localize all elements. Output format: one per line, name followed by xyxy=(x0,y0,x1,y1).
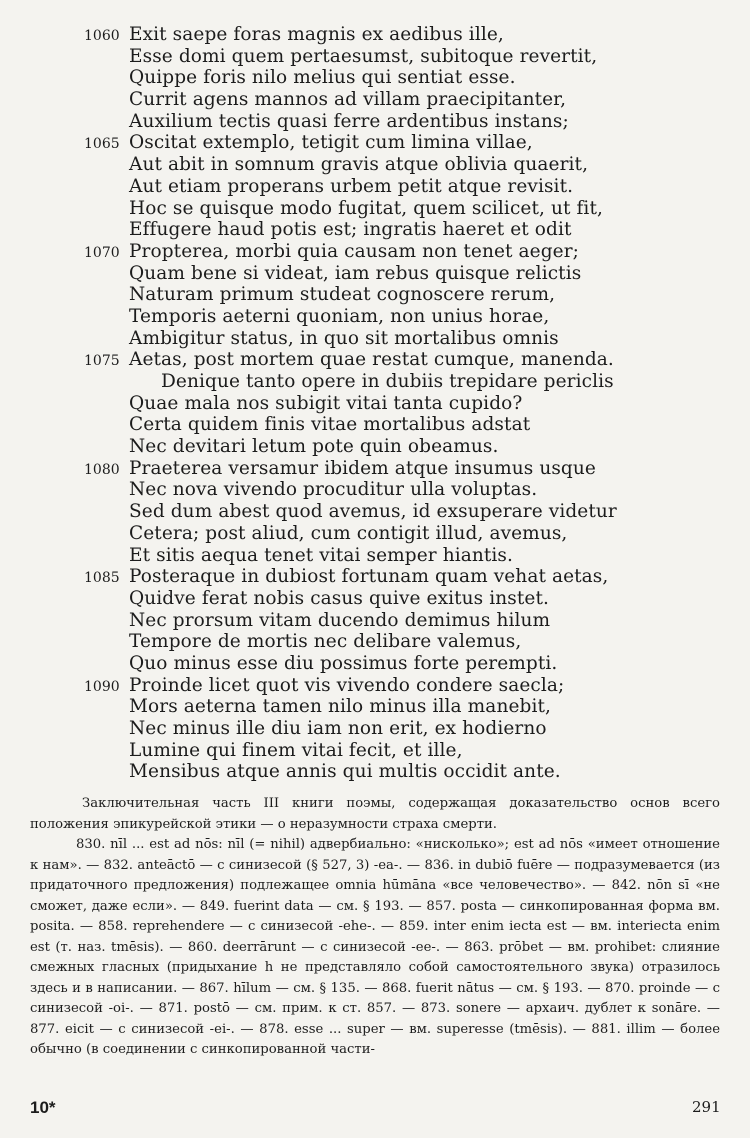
verse-text: Naturam primum studeat cognoscere rerum, xyxy=(129,284,556,306)
verse-text: Quae mala nos subigit vitai tanta cupido? xyxy=(129,392,523,414)
verse-line xyxy=(0,219,750,241)
verse-line xyxy=(0,111,750,133)
verse-line xyxy=(0,263,750,285)
verse-text: Currit agens mannos ad villam praecipitanter, xyxy=(129,89,567,111)
verse-line xyxy=(0,241,750,263)
verse-text: Mensibus atque annis qui multis occidit ante. xyxy=(129,761,561,783)
verse-text: Effugere haud potis est; ingratis haeret et odit xyxy=(129,219,572,241)
verse-text: Temporis aeterni quoniam, non unius horae, xyxy=(129,305,550,327)
verse-line xyxy=(0,479,750,501)
page-number: 291 xyxy=(692,1098,721,1116)
line-number: 1060 xyxy=(84,28,120,44)
verse-line xyxy=(0,610,750,632)
verse-line xyxy=(0,198,750,220)
verse-text: Nec nova vivendo procuditur ulla voluptas. xyxy=(129,479,538,501)
verse-line xyxy=(0,46,750,68)
verse-line xyxy=(0,631,750,653)
verse-line xyxy=(0,718,750,740)
verse-text: Ambigitur status, in quo sit mortalibus omnis xyxy=(129,327,559,349)
line-number: 1090 xyxy=(84,678,120,695)
verse-text: Aut abit in somnum gravis atque oblivia quaerit, xyxy=(129,154,589,176)
verse-line xyxy=(0,545,750,567)
commentary-intro: Заключительная часть III книги поэмы, содержащая доказательство основ всего положения эпикурейской этики — о неразумности страха смерти. xyxy=(30,796,720,832)
verse-text: Aut etiam properans urbem petit atque revisit. xyxy=(129,175,574,197)
verse-text: Et sitis aequa tenet vitai semper hiantis. xyxy=(129,544,513,566)
verse-text: Proinde licet quot vis vivendo condere saecla; xyxy=(129,674,565,696)
verse-line xyxy=(0,761,750,783)
line-number: 1080 xyxy=(84,461,120,478)
verse-line xyxy=(0,393,750,415)
verse-text: Praeterea versamur ibidem atque insumus usque xyxy=(129,457,596,479)
verse-text: Exit saepe foras magnis ex aedibus ille, xyxy=(129,24,504,45)
line-number: 1085 xyxy=(84,570,120,587)
verse-line xyxy=(0,588,750,610)
verse-line xyxy=(0,67,750,89)
verse-line xyxy=(0,349,750,371)
verse-line xyxy=(0,740,750,762)
verse-line xyxy=(0,501,750,523)
verse-line-indented xyxy=(0,371,750,393)
line-number: 1075 xyxy=(84,353,120,370)
verse-line xyxy=(0,675,750,697)
verse-line xyxy=(0,458,750,480)
verse-line xyxy=(0,89,750,111)
verse-text: Nec prorsum vitam ducendo demimus hilum xyxy=(129,609,551,631)
verse-text: Lumine qui finem vitai fecit, et ille, xyxy=(129,739,463,761)
signature-mark: 10* xyxy=(30,1098,56,1117)
verse-text: Sed dum abest quod avemus, id exsuperare videtur xyxy=(129,501,617,523)
verse-text: Mors aeterna tamen nilo minus illa manebit, xyxy=(129,696,551,718)
verse-text: Hoc se quisque modo fugitat, quem scilicet, ut fit, xyxy=(129,197,603,219)
verse-text: Quam bene si videat, iam rebus quisque relictis xyxy=(129,262,582,284)
verse-text: Denique tanto opere in dubiis trepidare periclis xyxy=(161,371,614,392)
verse-text: Aetas, post mortem quae restat cumque, manenda. xyxy=(129,349,614,371)
verse-text: Esse domi quem pertaesumst, subitoque revertit, xyxy=(129,45,598,67)
verse-text: Posteraque in dubiost fortunam quam vehat aetas, xyxy=(129,566,609,588)
verse-line xyxy=(0,436,750,458)
verse-line xyxy=(0,132,750,154)
verse-text: Quo minus esse diu possimus forte perempti. xyxy=(129,652,558,674)
verse-text: Quippe foris nilo melius qui sentiat esse. xyxy=(129,67,516,89)
verse-text: Cetera; post aliud, cum contigit illud, avemus, xyxy=(129,522,568,544)
commentary-block xyxy=(30,794,720,1061)
verse-line xyxy=(0,328,750,350)
line-number: 1065 xyxy=(84,136,120,153)
verse-text: Quidve ferat nobis casus quive exitus instet. xyxy=(129,587,549,609)
verse-text: Oscitat extemplo, tetigit cum limina villae, xyxy=(129,132,533,154)
verse-line xyxy=(0,566,750,588)
verse-text: Certa quidem finis vitae mortalibus adstat xyxy=(129,414,531,436)
verse-text: Nec minus ille diu iam non erit, ex hodierno xyxy=(129,718,547,739)
latin-verse-block xyxy=(0,24,750,783)
verse-text: Nec devitari letum pote quin obeamus. xyxy=(129,436,499,458)
verse-line xyxy=(0,523,750,545)
verse-line xyxy=(0,414,750,436)
verse-line xyxy=(0,154,750,176)
verse-line xyxy=(0,284,750,306)
verse-text: Propterea, morbi quia causam non tenet aeger; xyxy=(129,240,579,262)
verse-line xyxy=(0,696,750,718)
line-number: 1070 xyxy=(84,244,120,261)
verse-line xyxy=(0,176,750,198)
verse-line xyxy=(0,24,750,46)
verse-line xyxy=(0,653,750,675)
commentary-notes: 830. nīl ... est ad nōs: nīl (= nihil) адвербиально: «нисколько»; est ad nōs «имеет отношение к нам». — 832. anteāctō — с синизесой (§ 527, 3) -ea-. — 836. in dubiō fuēre — подразумевается (из придаточного предложения) подлежащее omnia hūmāna «все человечество». — 842. nōn sī «не сможет, даже если». — 849. fuerint data — см. § 193. — 857. posta — синкопированная форма вм. posita. — 858. reprehendere — с синизесой -ehe-. — 859. inter enim iecta est — вм. interiecta enim est (т. наз. tmēsis). — 860. deerrārunt — с синизесой -ee-. — 863. prōbet — вм. prohibet: слияние смежных гласных (придыхание h не представляло собой самостоятельного звука) отразилось здесь и в написании. — 867. hīlum — см. § 135. — 868. fuerit nātus — см. § 193. — 870. proinde — с синизесой -oi-. — 871. postō — см. прим. к ст. 857. — 873. sonere — архаич. дублет к sonāre. — 877. eicit — с синизесой -ei-. — 878. esse ... super — вм. superesse (tmēsis). — 881. illim — более обычно (в соединении с синкопированной части- xyxy=(30,837,720,1057)
verse-text: Auxilium tectis quasi ferre ardentibus instans; xyxy=(129,110,569,132)
verse-text: Tempore de mortis nec delibare valemus, xyxy=(129,631,522,653)
verse-line xyxy=(0,306,750,328)
